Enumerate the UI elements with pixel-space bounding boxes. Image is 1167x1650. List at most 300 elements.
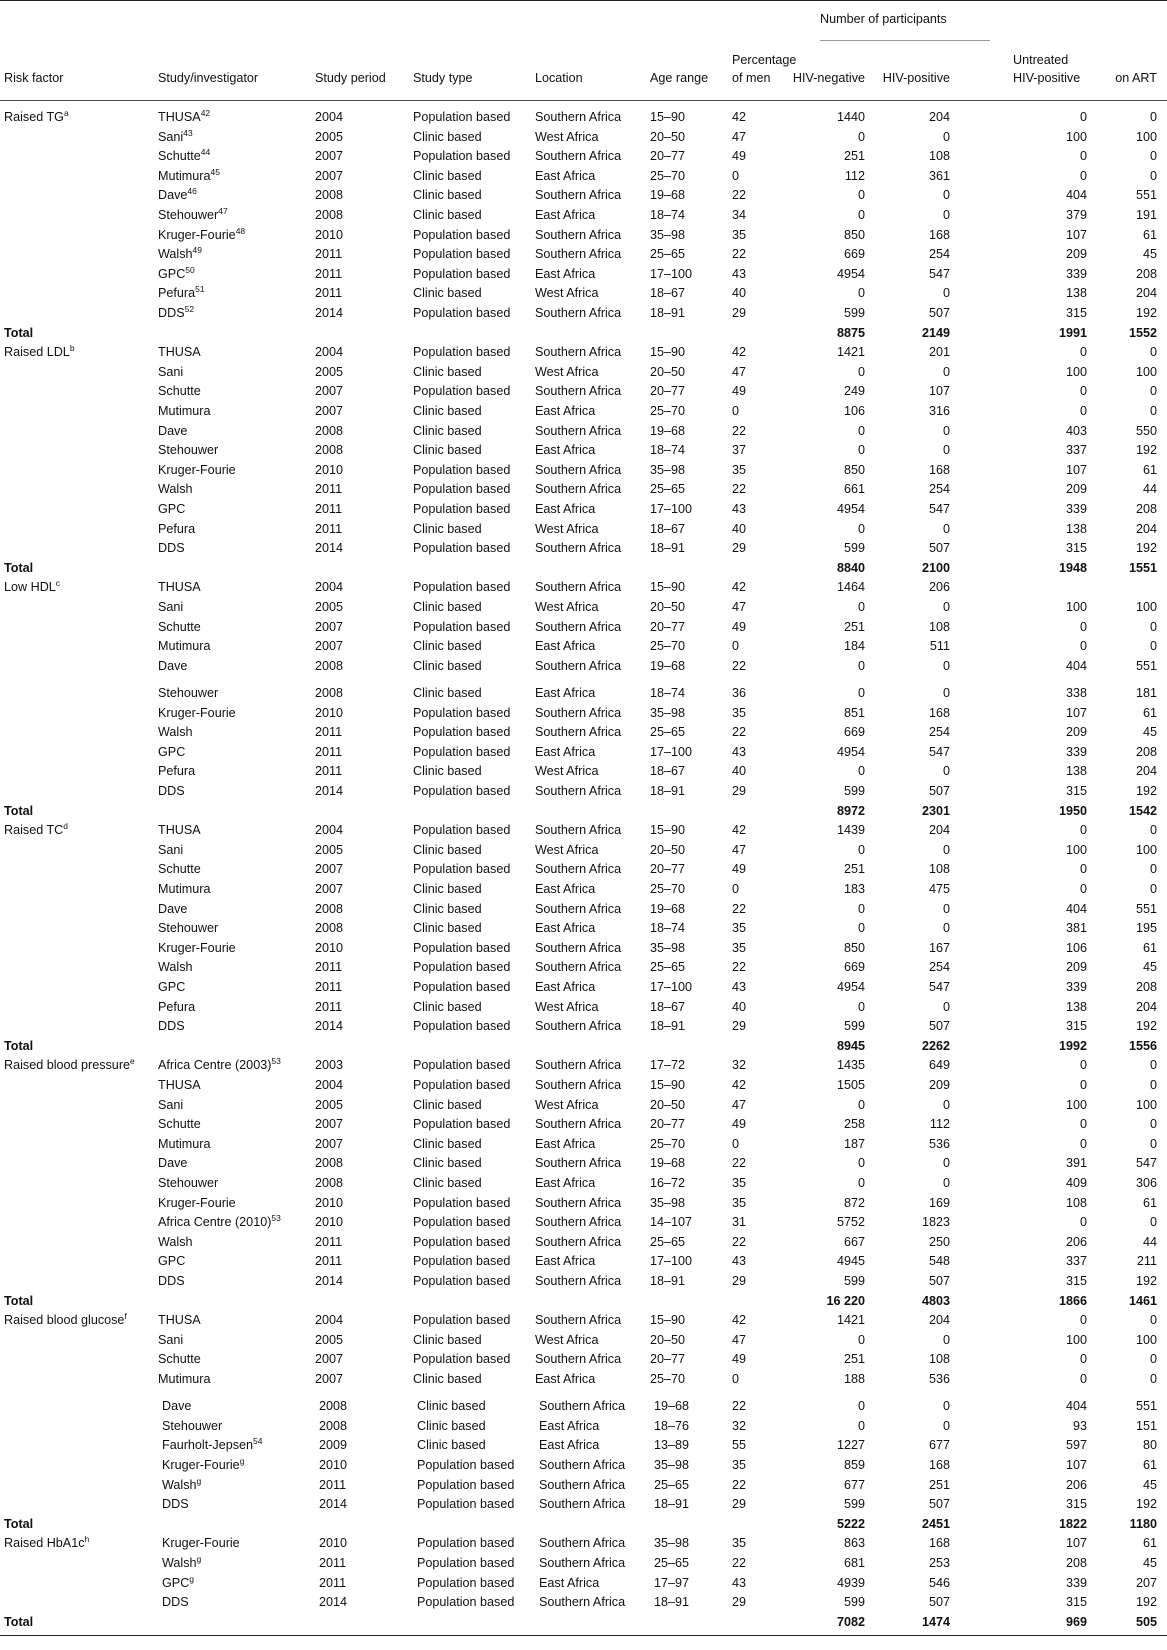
hiv-negative-cell: 599 — [843, 1274, 865, 1288]
hiv-negative-cell: 0 — [857, 521, 865, 536]
period-cell: 2008 — [319, 1418, 348, 1433]
age-cell: 19–68 — [650, 188, 686, 203]
location-cell: East Africa — [535, 1176, 596, 1190]
period-cell: 2010 — [315, 462, 344, 477]
age-cell: 19–68 — [650, 423, 686, 438]
period-cell: 2010 — [319, 1536, 348, 1551]
type-cell: Clinic based — [413, 764, 482, 779]
study-cell — [158, 1331, 183, 1351]
age-cell: 18–67 — [650, 764, 686, 779]
on-art-cell: 0 — [1149, 1313, 1157, 1328]
age-cell: 25–65 — [650, 482, 686, 497]
type-cell: Clinic based — [413, 999, 482, 1014]
study-name: GPC — [158, 502, 186, 516]
on-art-cell: 204 — [1135, 286, 1157, 301]
untreated-cell: 404 — [1065, 1399, 1087, 1414]
hiv-positive-cell: 254 — [928, 960, 950, 975]
period-cell: 2005 — [315, 129, 344, 144]
untreated-cell: 379 — [1065, 208, 1087, 222]
total-hiv-negative: 8875 — [836, 325, 865, 340]
untreated-cell: 106 — [1065, 940, 1087, 955]
study-cell — [158, 860, 201, 880]
period-cell: 2008 — [315, 901, 344, 916]
pct-men-cell: 35 — [732, 921, 747, 936]
untreated-cell: 0 — [1079, 639, 1087, 654]
type-cell: Clinic based — [413, 286, 482, 301]
on-art-cell: 0 — [1149, 1058, 1157, 1073]
pct-men-cell: 29 — [732, 1019, 747, 1034]
untreated-cell: 93 — [1072, 1418, 1087, 1433]
untreated-cell: 138 — [1065, 999, 1087, 1014]
type-cell: Population based — [413, 482, 511, 497]
age-cell: 16–72 — [650, 1176, 686, 1190]
study-name: GPC — [158, 1254, 186, 1269]
location-cell: East Africa — [535, 502, 596, 516]
pct-men-cell: 42 — [732, 1313, 747, 1328]
study-cell — [162, 1397, 191, 1417]
period-cell: 2005 — [315, 1332, 344, 1347]
type-cell: Population based — [413, 784, 511, 798]
on-art-cell: 192 — [1135, 1274, 1157, 1288]
pct-men-cell: 29 — [732, 1497, 747, 1512]
total-row — [0, 1515, 1167, 1535]
pct-men-cell: 47 — [732, 1097, 747, 1112]
risk-factor-text: Raised LDL — [4, 345, 70, 360]
hiv-negative-cell: 1440 — [836, 110, 865, 124]
table-row — [0, 128, 1167, 148]
study-cell — [158, 1096, 183, 1116]
type-cell: Population based — [413, 541, 511, 556]
period-cell: 2011 — [319, 1477, 347, 1492]
untreated-cell: 107 — [1065, 705, 1087, 720]
on-art-cell: 0 — [1149, 882, 1157, 896]
hiv-positive-cell: 0 — [942, 129, 950, 144]
footnote-ref: b — [69, 343, 75, 354]
hiv-negative-cell: 669 — [843, 960, 865, 975]
hiv-positive-cell: 0 — [942, 999, 950, 1014]
location-cell: East Africa — [535, 1254, 596, 1269]
pct-men-cell: 49 — [732, 619, 747, 634]
period-cell: 2011 — [315, 999, 343, 1014]
type-cell: Population based — [413, 744, 511, 759]
age-cell: 18–74 — [650, 686, 686, 700]
hiv-positive-cell: 0 — [942, 1399, 950, 1414]
age-cell: 35–98 — [650, 705, 686, 720]
type-cell: Clinic based — [413, 168, 482, 183]
period-cell: 2011 — [315, 744, 343, 759]
type-cell: Population based — [413, 1019, 511, 1034]
study-cell — [158, 265, 195, 285]
study-name: Faurholt-Jepsen — [162, 1438, 254, 1453]
type-cell: Population based — [413, 247, 511, 262]
period-cell: 2007 — [315, 1352, 344, 1367]
hiv-positive-cell: 168 — [928, 705, 950, 720]
hiv-positive-cell: 0 — [942, 286, 950, 301]
age-cell: 20–77 — [650, 384, 686, 399]
type-cell: Population based — [417, 1595, 515, 1610]
study-name: Pefura — [158, 286, 196, 301]
period-cell: 2011 — [319, 1575, 347, 1590]
age-cell: 25–65 — [650, 725, 686, 740]
on-art-cell: 61 — [1142, 705, 1157, 720]
study-name: Dave — [158, 901, 188, 916]
age-cell: 18–91 — [650, 306, 686, 320]
hiv-positive-cell: 254 — [928, 247, 950, 262]
period-cell: 2007 — [315, 384, 344, 399]
on-art-cell: 181 — [1135, 686, 1157, 700]
untreated-cell: 0 — [1079, 1117, 1087, 1132]
study-cell — [162, 1593, 189, 1613]
hiv-negative-cell: 0 — [857, 1332, 865, 1347]
risk-factor-label — [4, 108, 69, 128]
pct-men-cell: 22 — [732, 1556, 747, 1570]
untreated-cell: 338 — [1065, 686, 1087, 700]
on-art-cell: 306 — [1135, 1176, 1157, 1190]
study-cell — [162, 1476, 201, 1496]
untreated-cell: 315 — [1065, 541, 1087, 556]
hiv-negative-cell: 859 — [843, 1458, 865, 1472]
location-cell: East Africa — [535, 1372, 596, 1386]
on-art-cell: 192 — [1135, 1019, 1157, 1034]
type-cell: Population based — [413, 1215, 511, 1230]
untreated-cell: 337 — [1065, 1254, 1087, 1269]
study-cell — [162, 1417, 222, 1437]
hiv-positive-cell: 475 — [928, 882, 950, 896]
age-cell: 25–65 — [650, 247, 686, 262]
pct-men-cell: 34 — [732, 208, 747, 222]
table-row — [0, 743, 1167, 763]
on-art-cell: 100 — [1135, 842, 1157, 857]
on-art-cell: 208 — [1135, 744, 1157, 759]
type-cell: Clinic based — [413, 901, 482, 916]
study-name: DDS — [158, 541, 185, 556]
on-art-cell: 0 — [1149, 862, 1157, 877]
location-cell: Southern Africa — [535, 1019, 622, 1034]
type-cell: Population based — [413, 502, 511, 516]
on-art-cell: 61 — [1142, 1195, 1157, 1210]
hiv-positive-cell: 0 — [942, 1418, 950, 1433]
location-cell: Southern Africa — [535, 1352, 622, 1367]
footnote-ref: 42 — [200, 108, 211, 118]
type-cell: Population based — [413, 227, 511, 242]
total-row — [0, 1292, 1167, 1312]
study-cell — [158, 363, 183, 383]
location-cell: Southern Africa — [535, 1195, 622, 1210]
table-row — [0, 880, 1167, 900]
total-hiv-negative: 5222 — [836, 1516, 865, 1531]
table-row — [0, 1593, 1167, 1613]
table-row — [0, 841, 1167, 861]
study-cell — [158, 704, 236, 724]
study-cell — [158, 422, 187, 442]
pct-men-cell: 22 — [732, 247, 747, 262]
study-cell — [158, 880, 210, 900]
footnote-ref: g — [239, 1456, 245, 1466]
hiv-negative-cell: 599 — [843, 1497, 865, 1512]
period-cell: 2011 — [315, 286, 343, 301]
hiv-positive-cell: 507 — [928, 541, 950, 556]
type-cell: Clinic based — [413, 423, 482, 438]
risk-factor-text: Raised TC — [4, 823, 64, 838]
table-row — [0, 762, 1167, 782]
hiv-positive-cell: 0 — [942, 1176, 950, 1190]
period-cell: 2008 — [315, 188, 344, 203]
table-row — [0, 539, 1167, 559]
table-row — [0, 1115, 1167, 1135]
hiv-positive-cell: 168 — [928, 1536, 950, 1551]
hiv-negative-cell: 249 — [843, 384, 865, 399]
total-hiv-negative: 8972 — [836, 803, 865, 818]
pct-men-cell: 55 — [732, 1438, 747, 1453]
location-cell: Southern Africa — [535, 1117, 622, 1132]
hiv-negative-cell: 183 — [843, 882, 865, 896]
type-cell: Population based — [413, 980, 511, 994]
untreated-cell: 597 — [1065, 1438, 1087, 1453]
untreated-cell: 0 — [1079, 862, 1087, 877]
untreated-cell: 209 — [1065, 482, 1087, 497]
total-hiv-negative: 8840 — [836, 560, 865, 575]
risk-factor-text: Raised HbA1c — [4, 1536, 85, 1551]
hiv-positive-cell: 167 — [928, 940, 950, 955]
pct-men-cell: 49 — [732, 149, 747, 164]
location-cell: Southern Africa — [535, 784, 622, 798]
period-cell: 2004 — [315, 345, 344, 360]
study-name: Africa Centre (2003) — [158, 1058, 272, 1073]
location-cell: Southern Africa — [535, 345, 622, 360]
hiv-negative-cell: 599 — [843, 1019, 865, 1034]
table-row — [0, 480, 1167, 500]
age-cell: 35–98 — [650, 462, 686, 477]
pct-men-cell: 40 — [732, 521, 747, 536]
risk-factor-label — [4, 1534, 89, 1554]
study-cell — [158, 461, 236, 481]
type-cell: Clinic based — [413, 1332, 482, 1347]
hiv-negative-cell: 0 — [857, 1399, 865, 1414]
study-name: Kruger-Fourie — [158, 1195, 236, 1210]
study-cell — [158, 245, 202, 265]
untreated-cell: 138 — [1065, 764, 1087, 779]
age-cell: 19–68 — [654, 1399, 690, 1414]
table-row — [0, 1436, 1167, 1456]
location-cell: East Africa — [535, 744, 596, 759]
study-cell — [158, 1370, 210, 1390]
hiv-negative-cell: 1464 — [836, 580, 865, 595]
hiv-negative-cell: 0 — [857, 443, 865, 458]
age-cell: 17–100 — [650, 744, 693, 759]
period-cell: 2008 — [319, 1399, 348, 1414]
total-hiv-negative: 7082 — [836, 1614, 865, 1629]
pct-men-cell: 40 — [732, 764, 747, 779]
age-cell: 18–67 — [650, 286, 686, 301]
footnote-ref: f — [124, 1311, 127, 1322]
study-name: DDS — [158, 1274, 185, 1288]
type-cell: Population based — [417, 1575, 515, 1590]
study-name: THUSA — [158, 110, 201, 124]
study-name: Dave — [162, 1399, 192, 1414]
table-row — [0, 186, 1167, 206]
table-row — [0, 167, 1167, 187]
hiv-negative-cell: 4954 — [836, 266, 865, 281]
age-cell: 25–70 — [650, 639, 686, 654]
type-cell: Population based — [413, 1313, 511, 1328]
hiv-positive-cell: 0 — [942, 521, 950, 536]
study-cell — [158, 841, 183, 861]
table-row — [0, 1476, 1167, 1496]
on-art-cell: 100 — [1135, 1332, 1157, 1347]
footnote-ref: 49 — [192, 245, 202, 256]
period-cell: 2007 — [315, 1117, 344, 1132]
hiv-positive-cell: 1823 — [921, 1215, 950, 1230]
study-name: Schutte — [158, 149, 201, 164]
total-row — [0, 802, 1167, 822]
type-cell: Population based — [417, 1458, 515, 1472]
type-cell: Population based — [413, 1352, 511, 1367]
footnote-ref: 43 — [183, 127, 193, 138]
period-cell: 2004 — [315, 580, 344, 595]
hiv-positive-cell: 0 — [942, 658, 950, 673]
period-cell: 2014 — [315, 306, 344, 320]
study-name: DDS — [162, 1595, 189, 1610]
study-cell — [158, 1174, 218, 1194]
study-name: Kruger-Fourie — [158, 462, 236, 477]
hiv-negative-cell: 1439 — [836, 823, 865, 838]
table-row — [0, 704, 1167, 724]
age-cell: 15–90 — [650, 1313, 686, 1328]
total-untreated: 1822 — [1058, 1516, 1087, 1531]
col-header-type: Study type — [413, 71, 473, 85]
age-cell: 35–98 — [654, 1458, 690, 1472]
location-cell: East Africa — [535, 1136, 596, 1151]
location-cell: Southern Africa — [539, 1458, 626, 1472]
footnote-ref: g — [196, 1475, 202, 1486]
age-cell: 20–50 — [650, 129, 686, 144]
on-art-cell: 192 — [1135, 541, 1157, 556]
hiv-negative-cell: 0 — [857, 1176, 865, 1190]
type-cell: Population based — [413, 345, 511, 360]
age-cell: 18–67 — [650, 999, 686, 1014]
untreated-cell: 100 — [1065, 1097, 1087, 1112]
table-row — [0, 1233, 1167, 1253]
period-cell: 2014 — [315, 1019, 344, 1034]
on-art-cell: 80 — [1142, 1438, 1157, 1453]
on-art-cell: 0 — [1149, 1372, 1157, 1386]
period-cell: 2007 — [315, 168, 344, 183]
footnote-ref: 53 — [271, 1213, 281, 1224]
period-cell: 2004 — [315, 1313, 344, 1328]
type-cell: Clinic based — [413, 1097, 482, 1112]
age-cell: 17–72 — [650, 1058, 686, 1073]
on-art-cell: 61 — [1142, 227, 1157, 242]
hiv-negative-cell: 0 — [857, 842, 865, 857]
hiv-negative-cell: 0 — [857, 686, 865, 700]
location-cell: West Africa — [535, 1097, 599, 1112]
table-row — [0, 657, 1167, 677]
location-cell: East Africa — [539, 1575, 600, 1590]
total-label: Total — [4, 1614, 34, 1629]
hiv-negative-cell: 850 — [843, 227, 865, 242]
study-cell — [158, 657, 187, 677]
type-cell: Clinic based — [413, 658, 482, 673]
footnote-ref: 48 — [235, 225, 246, 236]
on-art-cell: 0 — [1149, 639, 1157, 654]
type-cell: Population based — [413, 1254, 511, 1269]
location-cell: Southern Africa — [535, 247, 622, 262]
col-header-risk-factor: Risk factor — [4, 71, 64, 85]
period-cell: 2007 — [315, 1136, 344, 1151]
study-cell — [158, 128, 193, 148]
age-cell: 18–91 — [650, 541, 686, 556]
hiv-negative-cell: 599 — [843, 1595, 865, 1610]
type-cell: Population based — [413, 1234, 511, 1249]
untreated-cell: 339 — [1065, 744, 1087, 759]
hiv-negative-cell: 681 — [843, 1556, 865, 1570]
location-cell: Southern Africa — [539, 1477, 626, 1492]
study-name: Walsh — [162, 1556, 197, 1570]
location-cell: Southern Africa — [535, 423, 622, 438]
on-art-cell: 0 — [1149, 1136, 1157, 1151]
hiv-positive-cell: 536 — [928, 1136, 950, 1151]
study-name: GPC — [158, 744, 186, 759]
study-cell — [158, 343, 201, 363]
study-name: Sani — [158, 600, 184, 614]
study-name: Walsh — [158, 960, 193, 975]
total-label: Total — [4, 1293, 34, 1308]
table-row — [0, 860, 1167, 880]
untreated-cell: 339 — [1065, 266, 1087, 281]
total-label: Total — [4, 560, 34, 575]
age-cell: 20–50 — [650, 364, 686, 379]
untreated-cell: 404 — [1065, 901, 1087, 916]
hiv-negative-cell: 0 — [857, 188, 865, 203]
type-cell: Population based — [413, 1078, 511, 1092]
hiv-positive-cell: 0 — [942, 1332, 950, 1347]
study-cell — [158, 1311, 201, 1331]
study-name: Sani — [158, 1097, 184, 1112]
table-row — [0, 422, 1167, 442]
hiv-positive-cell: 547 — [928, 744, 950, 759]
hiv-negative-cell: 251 — [843, 619, 865, 634]
age-cell: 17–97 — [654, 1575, 690, 1590]
hiv-negative-cell: 0 — [857, 129, 865, 144]
hiv-positive-cell: 0 — [942, 443, 950, 458]
location-cell: Southern Africa — [535, 462, 622, 477]
study-cell — [162, 1554, 201, 1574]
participants-group-header: Number of participants — [820, 12, 947, 26]
study-cell — [158, 1056, 281, 1076]
hiv-negative-cell: 4954 — [836, 980, 865, 994]
study-cell — [158, 500, 185, 520]
table-row — [0, 1370, 1167, 1390]
period-cell: 2008 — [315, 1176, 344, 1190]
period-cell: 2011 — [315, 247, 343, 262]
age-cell: 18–91 — [650, 1019, 686, 1034]
location-cell: East Africa — [535, 921, 596, 936]
age-cell: 20–77 — [650, 1117, 686, 1132]
pct-men-cell: 0 — [732, 168, 740, 183]
total-hiv-positive: 4803 — [921, 1293, 950, 1308]
table-row — [0, 520, 1167, 540]
location-cell: Southern Africa — [539, 1556, 626, 1570]
study-name: Pefura — [158, 764, 196, 779]
pct-men-cell: 0 — [732, 882, 740, 896]
col-header-study: Study/investigator — [158, 71, 259, 85]
age-cell: 18–91 — [654, 1595, 690, 1610]
on-art-cell: 44 — [1142, 482, 1157, 497]
pct-men-cell: 42 — [732, 823, 747, 838]
total-on-art: 1556 — [1128, 1038, 1157, 1053]
study-cell — [158, 480, 193, 500]
type-cell: Population based — [413, 862, 511, 877]
